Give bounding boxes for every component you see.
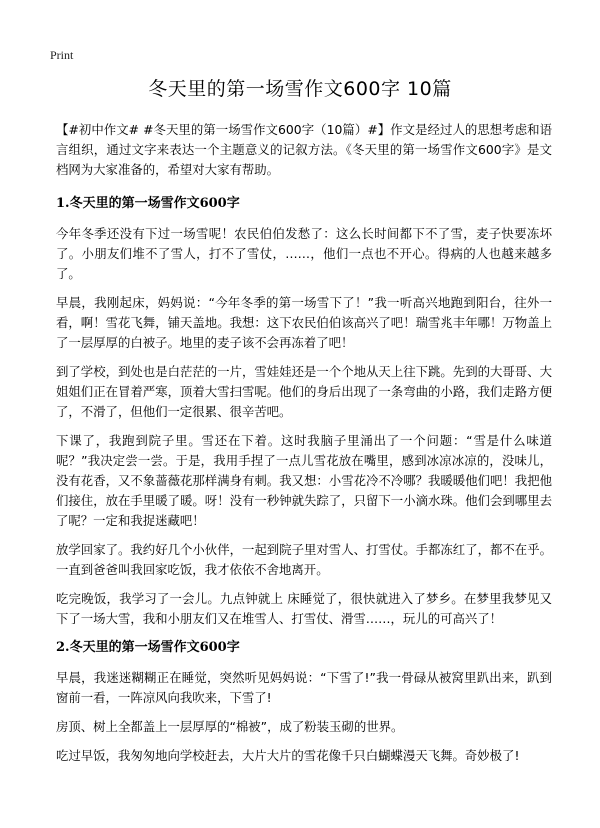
section-2 (56, 638, 552, 766)
document-title: 冬天里的第一场雪作文600字 10篇 (148, 78, 452, 100)
section-1 (56, 194, 552, 629)
print-link[interactable]: Print (50, 48, 74, 62)
body-paragraph: 今年冬季还没有下过一场雪呢！农民伯伯发愁了：这么长时间都下不了雪，麦子快要冻坏了。小朋友们堆不了雪人，打不了雪仗，……，他们一点也不开心。得病的人也越来越多了。 (56, 226, 552, 281)
body-paragraph: 房顶、树上全都盖上一层厚厚的“棉被”，成了粉装玉砌的世界。 (56, 719, 404, 734)
body-paragraph: 早晨，我迷迷糊糊正在睡觉，突然听见妈妈说：“下雪了!”我一骨碌从被窝里趴出来，趴到窗前一看，一阵凉风向我吹来，下雪了! (56, 670, 552, 705)
body-paragraph: 下课了，我跑到院子里。雪还在下着。这时我脑子里涌出了一个问题：“雪是什么味道呢？”我决定尝一尝。于是，我用手捏了一点儿雪花放在嘴里，感到冰凉冰凉的，没味儿，没有花香，又不象蔷薇花那样满身有刺。我又想：小雪花冷不冷哪？我暖暖他们吧！我把他们接住，放在手里暖了暖。呀！没有一秒钟就失踪了，只留下一小滴水珠。他们会到哪里去了呢？一定和我捉迷藏吧！ (56, 433, 552, 528)
document-body (56, 120, 552, 775)
body-paragraph: 早晨，我刚起床，妈妈说：“今年冬季的第一场雪下了！”我一听高兴地跑到阳台，往外一看，啊！雪花飞舞，铺天盖地。我想：这下农民伯伯该高兴了吧！瑞雪兆丰年哪！万物盖上了一层厚厚的白被子。地里的麦子该不会再冻着了吧！ (56, 295, 552, 350)
body-paragraph: 吃完晚饭，我学习了一会儿。九点钟就上 床睡觉了，很快就进入了梦乡。在梦里我梦见又下了一场大雪，我和小朋友们又在堆雪人、打雪仗、滑雪……，玩儿的可高兴了！ (56, 591, 552, 626)
section-heading: 1.冬天里的第一场雪作文600字 (56, 196, 240, 211)
body-paragraph: 到了学校，到处也是白茫茫的一片，雪娃娃还是一个个地从天上往下跳。先到的大哥哥、大姐姐们正在冒着严寒，顶着大雪扫雪呢。他们的身后出现了一条弯曲的小路，我们走路方便了，不滑了，但他们一定很累、很辛苦吧。 (56, 364, 552, 419)
body-paragraph: 放学回家了。我约好几个小伙伴，一起到院子里对雪人、打雪仗。手都冻红了，都不在乎。一直到爸爸叫我回家吃饭，我才依依不舍地离开。 (56, 542, 552, 577)
body-paragraph: 吃过早饭，我匆匆地向学校赶去，大片大片的雪花像千只白蝴蝶漫天飞舞。奇妙极了! (56, 748, 520, 763)
section-heading: 2.冬天里的第一场雪作文600字 (56, 640, 240, 655)
intro-paragraph: 【#初中作文# #冬天里的第一场雪作文600字（10篇）#】作文是经过人的思想考虑和语言组织，通过文字来表达一个主题意义的记叙方法。《冬天里的第一场雪作文600字》是文档网为大家准备的，希望对大家有帮助。 (56, 122, 552, 177)
